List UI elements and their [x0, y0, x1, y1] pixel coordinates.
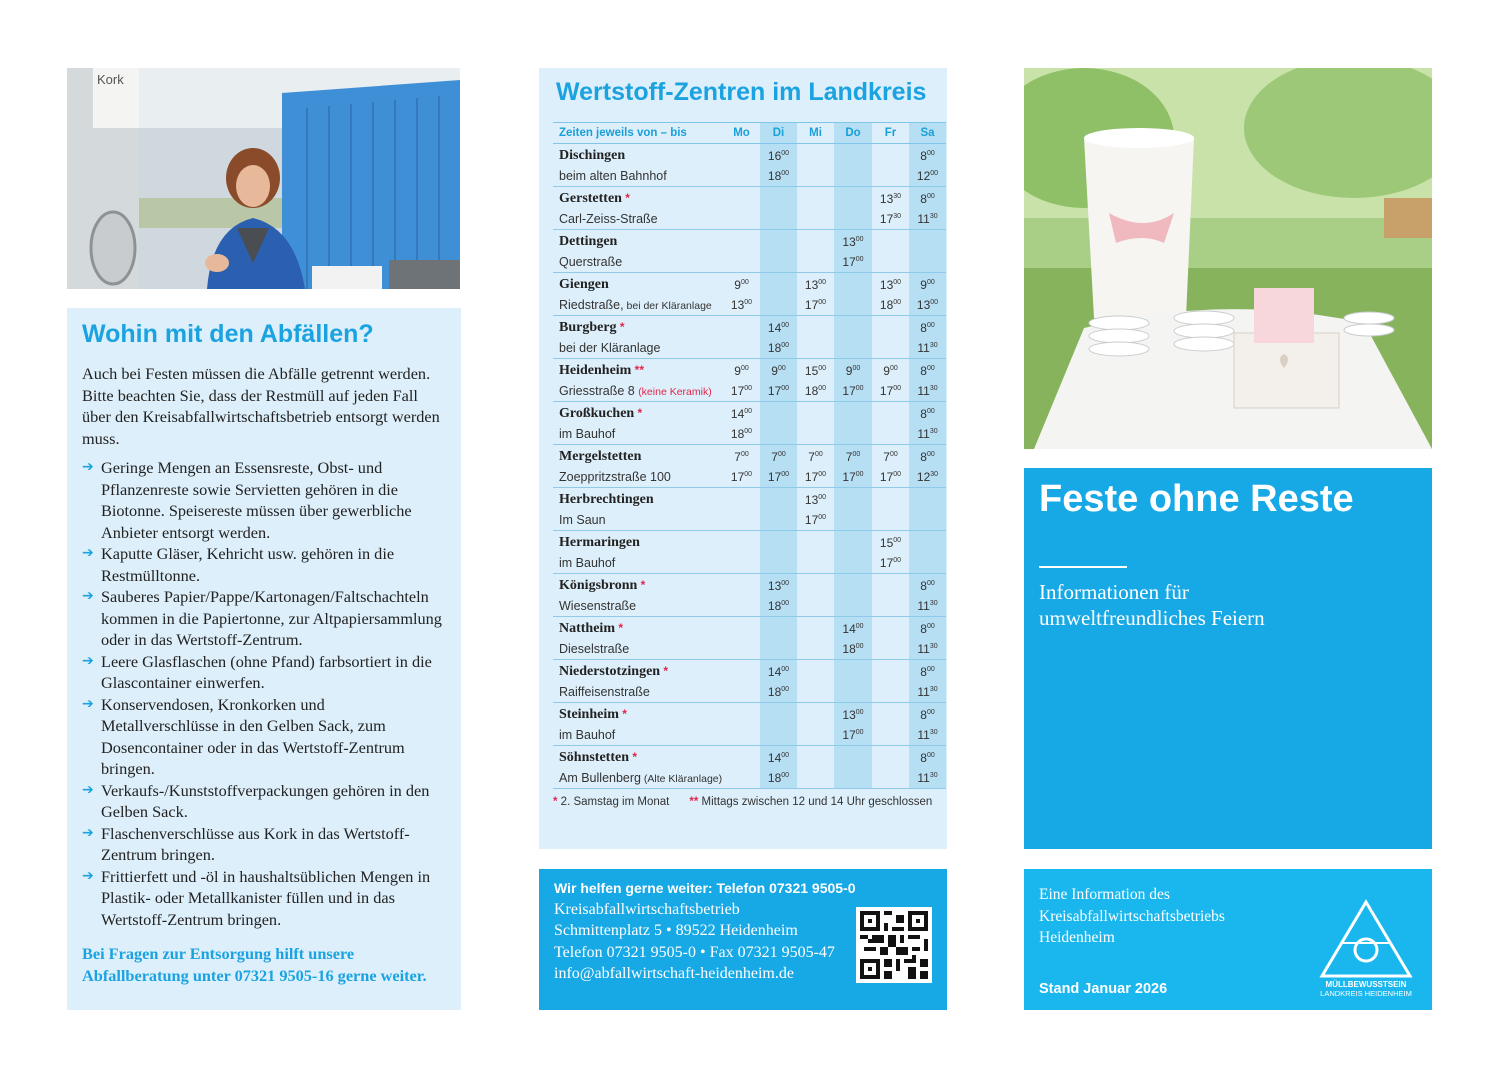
legend-item: ** Mittags zwischen 12 und 14 Uhr geschlossen: [689, 796, 933, 808]
time-cell: $18^{00}$: [760, 681, 797, 703]
time-cell: [797, 531, 834, 553]
time-cell: [797, 617, 834, 639]
time-cell: $8^{00}$: [909, 359, 946, 381]
location-address: Griesstraße 8 (keine Keramik): [553, 380, 723, 402]
table-row: [553, 402, 946, 424]
time-cell: [723, 144, 760, 166]
time-cell: [797, 187, 834, 209]
table-row: [553, 746, 946, 768]
day-header: Sa: [909, 123, 946, 144]
table-row: [553, 767, 946, 789]
time-cell: $17^{00}$: [872, 466, 909, 488]
time-cell: [834, 509, 872, 531]
time-cell: $11^{30}$: [909, 380, 946, 402]
time-cell: [834, 574, 872, 596]
table-row: [553, 423, 946, 445]
time-cell: [872, 638, 909, 660]
time-cell: [797, 316, 834, 338]
location-name: Nattheim *: [559, 621, 624, 636]
time-cell: $9^{00}$: [883, 364, 898, 378]
time-cell: [909, 251, 946, 273]
time-cell: $17^{00}$: [797, 509, 834, 531]
time-cell: $17^{00}$: [834, 724, 872, 746]
time-cell: [723, 316, 760, 338]
time-cell: $9^{00}$: [734, 278, 749, 292]
table-row: [553, 595, 946, 617]
list-item: ➔ Geringe Mengen an Essensreste, Obst- und Pflanzenreste sowie Servietten gehören in die Biotonne. Speisereste müssen über gewerbliche Anbieter entsorgt werden.: [82, 458, 412, 542]
time-cell: [872, 337, 909, 359]
time-cell: [760, 703, 797, 725]
table-row: [553, 660, 946, 682]
time-cell: [872, 402, 909, 424]
time-cell: [797, 767, 834, 789]
cover-subtitle-line-1: Informationen für: [1039, 579, 1189, 604]
time-cell: [834, 681, 872, 703]
arrow-right-icon: ➔: [82, 459, 94, 475]
time-cell: $13^{00}$: [760, 574, 797, 596]
time-cell: [760, 273, 797, 295]
table-row: [553, 638, 946, 660]
time-cell: [760, 402, 797, 424]
location-name: Burgberg *: [559, 320, 625, 335]
time-cell: [760, 294, 797, 316]
time-cell: [760, 531, 797, 553]
time-cell: $14^{00}$: [760, 316, 797, 338]
location-address: Querstraße: [553, 251, 723, 273]
arrow-right-icon: ➔: [82, 824, 94, 841]
time-cell: $11^{30}$: [909, 724, 946, 746]
location-name: Heidenheim **: [559, 363, 645, 378]
time-cell: [723, 638, 760, 660]
time-cell: $7^{00}$: [808, 450, 823, 464]
time-cell: [834, 208, 872, 230]
list-item: ➔ Flaschenverschlüsse aus Kork in das Wertstoff-Zentrum bringen.: [82, 823, 410, 864]
time-cell: $9^{00}$: [909, 273, 946, 295]
time-cell: $14^{00}$: [834, 617, 872, 639]
location-name: Söhnstetten *: [559, 750, 638, 765]
time-cell: $18^{00}$: [760, 767, 797, 789]
time-cell: [723, 552, 760, 574]
time-cell: [723, 574, 760, 596]
table-row: [553, 187, 946, 209]
time-cell: [760, 423, 797, 445]
opening-hours-panel: [539, 68, 947, 849]
legend-item: * 2. Samstag im Monat: [553, 796, 670, 808]
time-cell: $11^{30}$: [909, 767, 946, 789]
time-cell: [872, 595, 909, 617]
time-cell: [723, 681, 760, 703]
day-header: Mo: [723, 123, 760, 144]
waste-bullet-list: [82, 457, 445, 930]
time-cell: [834, 294, 872, 316]
time-cell: [872, 316, 909, 338]
time-cell: $8^{00}$: [909, 703, 946, 725]
day-header: Do: [834, 123, 872, 144]
time-cell: [760, 187, 797, 209]
time-cell: $11^{30}$: [909, 638, 946, 660]
time-cell: [797, 574, 834, 596]
arrow-right-icon: ➔: [82, 781, 94, 798]
time-cell: [723, 509, 760, 531]
time-cell: [760, 208, 797, 230]
time-cell: [834, 531, 872, 553]
location-name: Herbrechtingen: [559, 492, 654, 507]
location-name: Mergelstetten: [559, 449, 642, 464]
location-name: Steinheim *: [559, 707, 627, 722]
arrow-right-icon: ➔: [82, 652, 94, 669]
table-row: [553, 445, 946, 467]
time-cell: $12^{30}$: [909, 466, 946, 488]
time-cell: [909, 531, 946, 553]
time-cell: [872, 767, 909, 789]
location-name: Gerstetten *: [559, 191, 630, 206]
location-address: im Bauhof: [553, 724, 723, 746]
table-row: [553, 552, 946, 574]
location-name: Niederstotzingen *: [559, 664, 669, 679]
location-address: Dieselstraße: [553, 638, 723, 660]
time-cell: $8^{00}$: [909, 660, 946, 682]
cover-subtitle-line-2: umweltfreundliches Feiern: [1039, 605, 1265, 630]
table-row: [553, 359, 946, 381]
time-cell: [723, 724, 760, 746]
opening-hours-table: [553, 122, 946, 789]
time-cell: $8^{00}$: [909, 316, 946, 338]
location-address: Wiesenstraße: [553, 595, 723, 617]
time-cell: $13^{00}$: [804, 278, 827, 292]
time-cell: [834, 316, 872, 338]
location-address: Am Bullenberg (Alte Kläranlage): [553, 767, 723, 789]
time-cell: [872, 574, 909, 596]
schedule-legend: [553, 796, 947, 808]
time-cell: [797, 230, 834, 252]
edition-date: Stand Januar 2026: [1039, 981, 1168, 997]
time-cell: $18^{00}$: [834, 638, 872, 660]
location-address: Zoeppritzstraße 100: [553, 466, 723, 488]
time-cell: [723, 660, 760, 682]
time-cell: $17^{00}$: [872, 380, 909, 402]
waste-info-panel: [67, 308, 461, 1010]
time-cell: $17^{00}$: [834, 251, 872, 273]
waste-info-intro: Auch bei Festen müssen die Abfälle getrennt werden. Bitte beachten Sie, dass der Restmüll auf jeden Fall über den Kreisabfallwirtschaftsbetrieb entsorgt werden muss.: [82, 364, 440, 448]
cover-title: Feste ohne Reste: [1039, 478, 1354, 520]
list-item: ➔ Leere Glasflaschen (ohne Pfand) farbsortiert in die Glascontainer einwerfen.: [82, 651, 432, 692]
time-cell: $18^{00}$: [872, 294, 909, 316]
time-cell: $18^{00}$: [760, 165, 797, 187]
location-address: bei der Kläranlage: [553, 337, 723, 359]
table-row: [553, 294, 946, 316]
time-cell: [834, 337, 872, 359]
time-cell: [834, 767, 872, 789]
time-cell: [834, 595, 872, 617]
list-item: ➔ Frittierfett und -öl in haushaltsüblichen Mengen in Plastik- oder Metallkanister füllen und in das Wertstoff-Zentrum bringen.: [82, 866, 431, 929]
time-cell: [797, 660, 834, 682]
location-address: Riedstraße, bei der Kläranlage: [553, 294, 723, 316]
list-item: ➔ Konservendosen, Kronkorken und Metallverschlüsse in den Gelben Sack, zum Dosencontainer oder in das Wertstoff-Zentrum bringen.: [82, 694, 405, 778]
table-row: [553, 208, 946, 230]
table-row: [553, 337, 946, 359]
time-cell: $8^{00}$: [909, 144, 946, 166]
location-address: beim alten Bahnhof: [553, 165, 723, 187]
location-address: im Bauhof: [553, 423, 723, 445]
time-cell: [872, 230, 909, 252]
time-cell: $11^{30}$: [909, 423, 946, 445]
table-row: [553, 230, 946, 252]
table-row: [553, 574, 946, 596]
time-cell: [834, 552, 872, 574]
table-row: [553, 165, 946, 187]
time-cell: [872, 681, 909, 703]
time-cell: $11^{30}$: [909, 337, 946, 359]
table-row: [553, 144, 946, 166]
time-cell: $14^{00}$: [730, 407, 753, 421]
time-cell: [872, 703, 909, 725]
time-cell: [797, 144, 834, 166]
time-cell: $11^{30}$: [909, 681, 946, 703]
time-cell: $15^{00}$: [879, 536, 902, 550]
time-cell: [797, 402, 834, 424]
time-cell: $14^{00}$: [760, 746, 797, 768]
table-row: [553, 724, 946, 746]
table-row: [553, 251, 946, 273]
time-cell: [797, 423, 834, 445]
title-divider: [1039, 566, 1127, 568]
time-cell: [723, 531, 760, 553]
time-cell: [872, 617, 909, 639]
time-cell: [834, 746, 872, 768]
time-cell: [760, 552, 797, 574]
arrow-right-icon: ➔: [82, 695, 94, 712]
time-cell: $8^{00}$: [909, 187, 946, 209]
time-cell: [760, 638, 797, 660]
time-cell: $8^{00}$: [909, 617, 946, 639]
table-row: [553, 531, 946, 553]
time-cell: [723, 595, 760, 617]
table-row: [553, 316, 946, 338]
time-cell: [909, 488, 946, 510]
time-cell: [797, 724, 834, 746]
time-cell: [760, 724, 797, 746]
time-cell: $8^{00}$: [909, 402, 946, 424]
time-cell: [760, 251, 797, 273]
time-cell: $17^{00}$: [723, 380, 760, 402]
time-cell: [723, 703, 760, 725]
time-cell: $13^{30}$: [879, 192, 902, 206]
time-cell: [872, 488, 909, 510]
time-cell: [872, 165, 909, 187]
time-cell: $17^{00}$: [834, 466, 872, 488]
table-row: [553, 681, 946, 703]
time-cell: [872, 660, 909, 682]
table-header-row: [553, 123, 946, 144]
publisher-line-3: Heidenheim: [1039, 929, 1115, 946]
time-cell: $18^{00}$: [723, 423, 760, 445]
time-cell: $17^{00}$: [872, 552, 909, 574]
time-cell: $13^{00}$: [804, 493, 827, 507]
time-cell: [834, 187, 872, 209]
time-cell: [760, 617, 797, 639]
time-cell: $16^{00}$: [760, 144, 797, 166]
time-cell: $14^{00}$: [760, 660, 797, 682]
time-cell: [723, 488, 760, 510]
time-cell: $7^{00}$: [760, 445, 797, 467]
time-cell: [872, 423, 909, 445]
contact-address: Schmittenplatz 5 • 89522 Heidenheim: [554, 922, 798, 940]
table-row: [553, 380, 946, 402]
contact-org: Kreisabfallwirtschaftsbetrieb: [554, 901, 740, 918]
table-row: [553, 488, 946, 510]
publisher-line-1: Eine Information des: [1039, 886, 1170, 903]
logo-text-line-1: MÜLLBEWUSSTSEIN: [1325, 980, 1407, 989]
table-row: [553, 703, 946, 725]
table-row: [553, 273, 946, 295]
location-name: Königsbronn *: [559, 578, 646, 593]
contact-title: Wir helfen gerne weiter: Telefon 07321 9505-0: [554, 880, 856, 896]
time-cell: $8^{00}$: [909, 574, 946, 596]
time-cell: $9^{00}$: [760, 359, 797, 381]
table-row: [553, 617, 946, 639]
time-cell: [834, 423, 872, 445]
time-cell: $18^{00}$: [797, 380, 834, 402]
day-header: Fr: [872, 123, 909, 144]
time-cell: [723, 208, 760, 230]
time-cell: [760, 230, 797, 252]
time-cell: [723, 746, 760, 768]
location-name: Großkuchen *: [559, 406, 643, 421]
time-cell: [723, 337, 760, 359]
time-cell: [834, 660, 872, 682]
table-row: [553, 466, 946, 488]
time-cell: [797, 595, 834, 617]
location-address: im Bauhof: [553, 552, 723, 574]
time-cell: $7^{00}$: [834, 445, 872, 467]
schedule-title: Wertstoff-Zentren im Landkreis: [556, 78, 927, 106]
list-item: ➔ Verkaufs-/Kunststoffverpackungen gehören in den Gelben Sack.: [82, 780, 430, 821]
time-cell: [872, 746, 909, 768]
contact-email-link[interactable]: info@abfallwirtschaft-heidenheim.de: [554, 964, 794, 982]
location-address: Im Saun: [553, 509, 723, 531]
location-address: Raiffeisenstraße: [553, 681, 723, 703]
list-item: ➔ Sauberes Papier/Pappe/Kartonagen/Faltschachteln kommen in die Papiertonne, zur Altpapiersammlung oder in das Wertstoff-Zentrum.: [82, 587, 442, 649]
time-cell: [797, 703, 834, 725]
time-cell: [909, 509, 946, 531]
arrow-right-icon: ➔: [82, 588, 94, 604]
location-address: Carl-Zeiss-Straße: [553, 208, 723, 230]
time-cell: $11^{30}$: [909, 208, 946, 230]
kork-sign-text: Kork: [97, 72, 124, 87]
list-item: ➔ Kaputte Gläser, Kehricht usw. gehören in die Restmülltonne.: [82, 544, 395, 585]
time-cell: [723, 230, 760, 252]
time-cell: [909, 230, 946, 252]
time-cell: [797, 552, 834, 574]
advice-hotline-note: Bei Fragen zur Entsorgung hilft unsere Abfallberatung unter 07321 9505-16 gerne weiter.: [82, 944, 427, 985]
recycling-worker-photo: [67, 68, 460, 289]
time-cell: $17^{00}$: [760, 380, 797, 402]
time-cell: $18^{00}$: [760, 337, 797, 359]
time-cell: [723, 767, 760, 789]
time-cell: [797, 165, 834, 187]
time-cell: [797, 337, 834, 359]
logo-text-line-2: LANDKREIS HEIDENHEIM: [1320, 989, 1412, 998]
time-cell: [723, 187, 760, 209]
time-range-header: Zeiten jeweils von – bis: [553, 123, 723, 144]
day-header: Mi: [797, 123, 834, 144]
time-cell: $11^{30}$: [909, 595, 946, 617]
time-cell: $13^{00}$: [834, 230, 872, 252]
qr-code-icon[interactable]: [856, 907, 932, 983]
publisher-line-2: Kreisabfallwirtschaftsbetriebs: [1039, 907, 1225, 925]
time-cell: [834, 165, 872, 187]
location-name: Dettingen: [559, 234, 618, 249]
time-cell: $9^{00}$: [834, 359, 872, 381]
time-cell: [723, 251, 760, 273]
time-cell: $13^{00}$: [909, 294, 946, 316]
cover-title-panel: [1024, 468, 1432, 849]
time-cell: [872, 144, 909, 166]
party-table-photo: [1024, 68, 1432, 449]
time-cell: $8^{00}$: [909, 445, 946, 467]
time-cell: [872, 509, 909, 531]
time-cell: [797, 746, 834, 768]
time-cell: [834, 488, 872, 510]
arrow-right-icon: ➔: [82, 867, 94, 884]
contact-phone-fax: Telefon 07321 9505-0 • Fax 07321 9505-47: [554, 943, 835, 961]
time-cell: $17^{00}$: [723, 466, 760, 488]
time-cell: [872, 724, 909, 746]
table-row: [553, 509, 946, 531]
muellbewusstsein-logo: [1310, 898, 1422, 998]
waste-info-title: Wohin mit den Abfällen?: [82, 320, 374, 348]
time-cell: $13^{00}$: [879, 278, 902, 292]
opening-hours-body: [553, 144, 946, 789]
time-cell: [834, 273, 872, 295]
time-cell: [797, 251, 834, 273]
time-cell: [834, 402, 872, 424]
time-cell: $9^{00}$: [734, 364, 749, 378]
time-cell: $13^{00}$: [834, 703, 872, 725]
time-cell: [797, 208, 834, 230]
time-cell: $12^{00}$: [909, 165, 946, 187]
time-cell: $7^{00}$: [734, 450, 749, 464]
time-cell: $7^{00}$: [883, 450, 898, 464]
time-cell: [760, 488, 797, 510]
time-cell: [723, 165, 760, 187]
day-header: Di: [760, 123, 797, 144]
time-cell: [797, 638, 834, 660]
time-cell: [872, 251, 909, 273]
location-name: Dischingen: [559, 148, 626, 163]
time-cell: $17^{00}$: [834, 380, 872, 402]
time-cell: [834, 144, 872, 166]
time-cell: [797, 681, 834, 703]
time-cell: $17^{30}$: [872, 208, 909, 230]
location-name: Hermaringen: [559, 535, 640, 550]
arrow-right-icon: ➔: [82, 545, 94, 561]
time-cell: $17^{00}$: [797, 294, 834, 316]
time-cell: [760, 509, 797, 531]
time-cell: $17^{00}$: [760, 466, 797, 488]
time-cell: [909, 552, 946, 574]
time-cell: $8^{00}$: [909, 746, 946, 768]
time-cell: $13^{00}$: [723, 294, 760, 316]
time-cell: $17^{00}$: [797, 466, 834, 488]
time-cell: $18^{00}$: [760, 595, 797, 617]
time-cell: [723, 617, 760, 639]
time-cell: $15^{00}$: [804, 364, 827, 378]
location-name: Giengen: [559, 277, 609, 292]
